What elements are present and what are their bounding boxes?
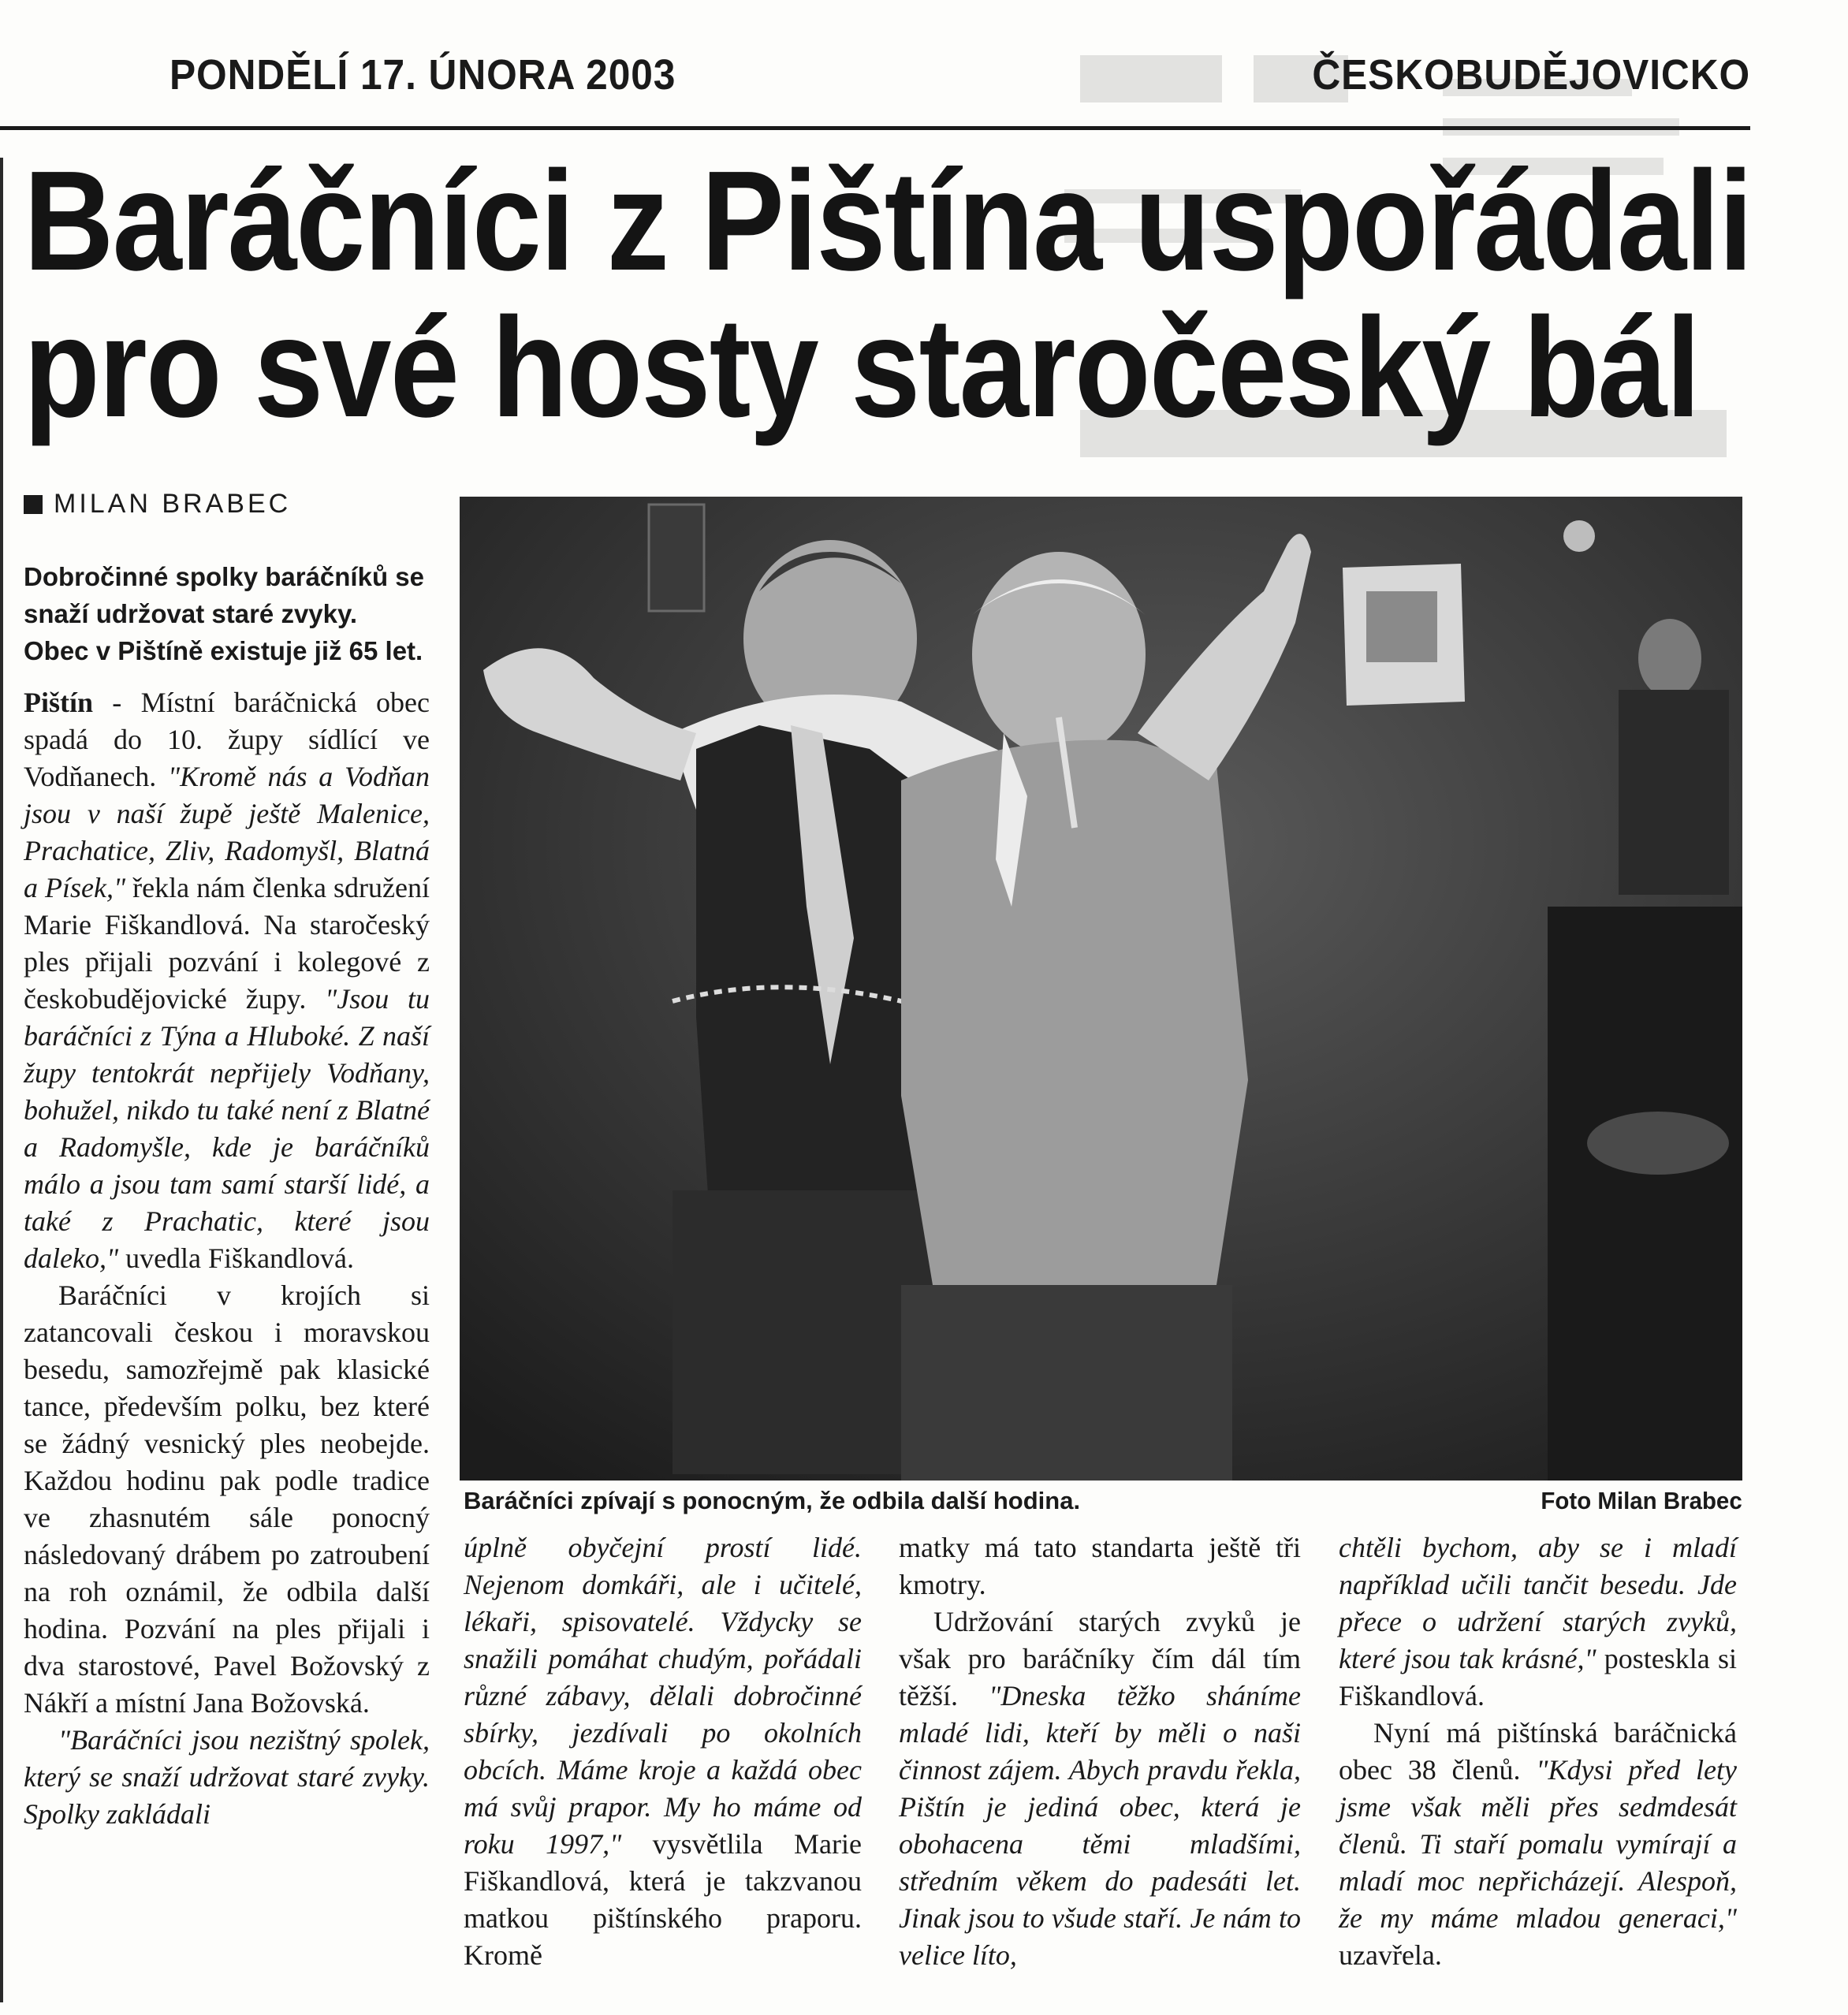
text-run: řekla nám členka sdružení Marie Fiškandlová. Na staročeský ples přijali pozvání i kolegové z českobudějovické župy. bbox=[24, 872, 430, 1015]
issue-date: PONDĚLÍ 17. ÚNORA 2003 bbox=[170, 51, 676, 99]
article-column-2 bbox=[464, 1529, 862, 1974]
article-photo bbox=[460, 497, 1742, 1481]
photo-illustration bbox=[460, 497, 1742, 1481]
headline bbox=[24, 142, 1758, 447]
quote: úplně obyčejní prostí lidé. Nejenom domkáři, ale i učitelé, lékaři, spisovatelé. Vždycky se snažili pomáhat chudým, pořádali různé zábavy, dělali dobročinné sbírky, jezdívali po okolních obcích. Máme kroje a každá obec má svůj prapor. My ho máme od roku 1997," bbox=[464, 1532, 862, 1860]
photo-credit: Foto Milan Brabec bbox=[1541, 1487, 1742, 1514]
paragraph bbox=[464, 1529, 862, 1974]
quote: "Jsou tu baráčníci z Týna a Hluboké. Z naší župy tentokrát nepřijely Vodňany, bohužel, nikdo tu také není z Blatné a Radomyšle, kde je baráčníků málo a jsou tam samí starší lidé, a také z Prachatic, které jsou daleko," bbox=[24, 983, 430, 1274]
text-run: uzavřela. bbox=[1339, 1939, 1442, 1971]
headline-line-2: pro své hosty staročeský bál bbox=[24, 289, 1700, 447]
dateline: Pištín bbox=[24, 687, 94, 718]
byline bbox=[24, 489, 291, 520]
section-region: ČESKOBUDĚJOVICKO bbox=[1312, 51, 1750, 99]
article-column-1 bbox=[24, 684, 430, 1833]
page-header bbox=[0, 0, 1750, 130]
quote: "Dneska těžko sháníme mladé lidi, kteří by měli o naši činnost zájem. Abych pravdu řekla, Pištín je jediná obec, která je obohacena těmi mladšími, středním věkem do padesáti let. Jinak jsou to všude staří. Je nám to velice líto, bbox=[899, 1680, 1301, 1971]
photo-caption: Baráčníci zpívají s ponocným, že odbila další hodina. bbox=[464, 1487, 1081, 1514]
text-run: posteskla si Fiškandlová. bbox=[1339, 1643, 1737, 1711]
quote: "Kromě nás a Vodňan jsou v naší župě ještě Malenice, Prachatice, Zliv, Radomyšl, Blatná a Písek," bbox=[24, 761, 430, 903]
column-rule bbox=[0, 158, 3, 2002]
article-column-3 bbox=[899, 1529, 1301, 1974]
paragraph bbox=[1339, 1715, 1737, 1974]
lead-paragraph: Dobročinné spolky baráčníků se snaží udržovat staré zvyky. Obec v Pištíně existuje již 65 let. bbox=[24, 562, 424, 665]
text-run: Udržování starých zvyků je však pro baráčníky čím dál tím těžší. bbox=[899, 1606, 1301, 1711]
bullet-square-icon bbox=[24, 495, 43, 514]
paragraph bbox=[899, 1603, 1301, 1974]
quote: "Kdysi před lety jsme však měli přes sedmdesát členů. Ti staří pomalu vymírají a mladí moc nepřicházejí. Alespoň, že my máme mladou generaci," bbox=[1339, 1754, 1737, 1934]
paragraph bbox=[1339, 1529, 1737, 1715]
text-run: uvedla Fiškandlová. bbox=[118, 1242, 355, 1274]
paragraph bbox=[24, 1722, 430, 1833]
text-run: - Místní baráčnická obec spadá do 10. župy sídlící ve Vodňanech. bbox=[24, 687, 430, 792]
author-name: MILAN BRABEC bbox=[54, 489, 292, 519]
headline-line-1: Baráčníci z Pištína uspořádali bbox=[24, 142, 1752, 300]
paragraph bbox=[24, 684, 430, 1277]
paragraph: Baráčníci v krojích si zatancovali českou i moravskou besedu, samozřejmě pak klasické tance, především polku, bez které se žádný vesnický ples neobejde. Každou hodinu pak podle tradice ve zhasnutém sále ponocný následovaný drábem po zatroubení na roh oznámil, že odbila další hodina. Pozvání na ples přijali i dva starostové, Pavel Božovský z Nákří a místní Jana Božovská. bbox=[24, 1279, 430, 1719]
text-run: vysvětlila Marie Fiškandlová, která je takzvanou matkou pištínského praporu. Kromě bbox=[464, 1828, 862, 1971]
article-column-4 bbox=[1339, 1529, 1737, 1974]
quote: chtěli bychom, aby se i mladí například učili tančit besedu. Jde přece o udržení starých zvyků, které jsou tak krásné," bbox=[1339, 1532, 1737, 1674]
quote: "Baráčníci jsou nezištný spolek, který se snaží udržovat staré zvyky. Spolky zakládali bbox=[24, 1724, 430, 1830]
paragraph: matky má tato standarta ještě tři kmotry. bbox=[899, 1532, 1301, 1600]
photo-caption-row bbox=[464, 1487, 1742, 1515]
text-run: Nyní má pištínská baráčnická obec 38 členů. bbox=[1339, 1717, 1737, 1786]
